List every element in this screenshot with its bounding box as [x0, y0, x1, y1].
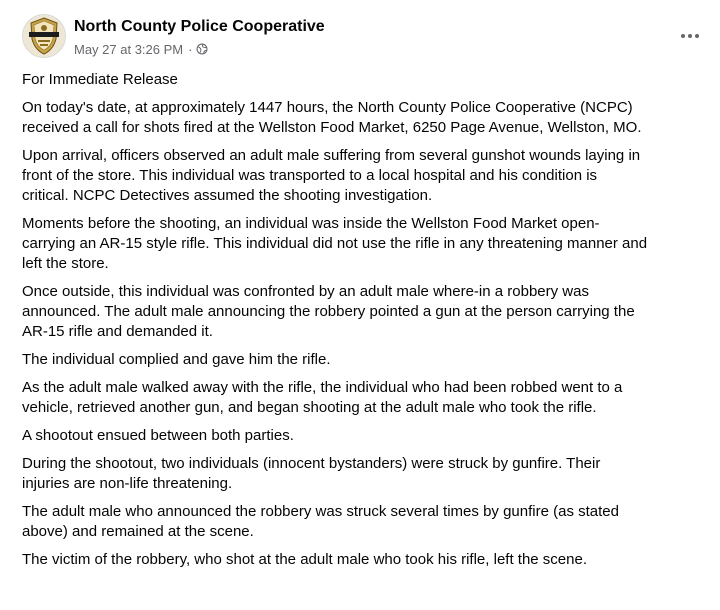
- paragraph: As the adult male walked away with the rifle, the individual who had been robbed went to a vehicle, retrieved another gun, and began shooting at the adult male who took the rifle.: [22, 379, 623, 416]
- paragraph: The adult male who announced the robbery was struck several times by gunfire (as stated above) and remained at the scene.: [22, 503, 619, 540]
- page-name[interactable]: North County Police Cooperative: [74, 18, 325, 35]
- post-meta: [74, 40, 208, 58]
- post-heading: For Immediate Release: [22, 71, 178, 88]
- paragraph: A shootout ensued between both parties.: [22, 427, 294, 444]
- meta-separator: ·: [188, 41, 193, 57]
- paragraph: Once outside, this individual was confronted by an adult male where-in a robbery was announced. The adult male announcing the robbery pointed a gun at the person carrying the AR-15 rifle and demanded it.: [22, 283, 635, 340]
- paragraph: Moments before the shooting, an individual was inside the Wellston Food Market open- carrying an AR-15 style rifle. This individual did not use the rifle in any threatening manner and left the store.: [22, 215, 648, 272]
- paragraph: Upon arrival, officers observed an adult male suffering from several gunshot wounds laying in front of the store. This individual was transported to a local hospital and his condition is critical. NCPC Detectives assumed the shooting investigation.: [22, 147, 641, 204]
- police-badge-logo: [23, 15, 65, 57]
- post-timestamp[interactable]: May 27 at 3:26 PM: [74, 41, 184, 57]
- paragraph: On today's date, at approximately 1447 hours, the North County Police Cooperative (NCPC) received a call for shots fired at the Wellston Food Market, 6250 Page Avenue, Wellston, MO.: [22, 99, 642, 136]
- post-header: [16, 12, 704, 60]
- globe-icon: [196, 43, 208, 55]
- paragraph: The victim of the robbery, who shot at the adult male who took his rifle, left the scene.: [22, 551, 588, 568]
- paragraph: During the shootout, two individuals (innocent bystanders) were struck by gunfire. Their injuries are non-life threatening.: [22, 455, 601, 492]
- ellipsis-icon: [680, 33, 700, 39]
- page-avatar[interactable]: [22, 14, 66, 58]
- paragraph: The individual complied and gave him the rifle.: [22, 351, 331, 368]
- post-body: [22, 70, 712, 578]
- more-options-button[interactable]: [676, 22, 704, 50]
